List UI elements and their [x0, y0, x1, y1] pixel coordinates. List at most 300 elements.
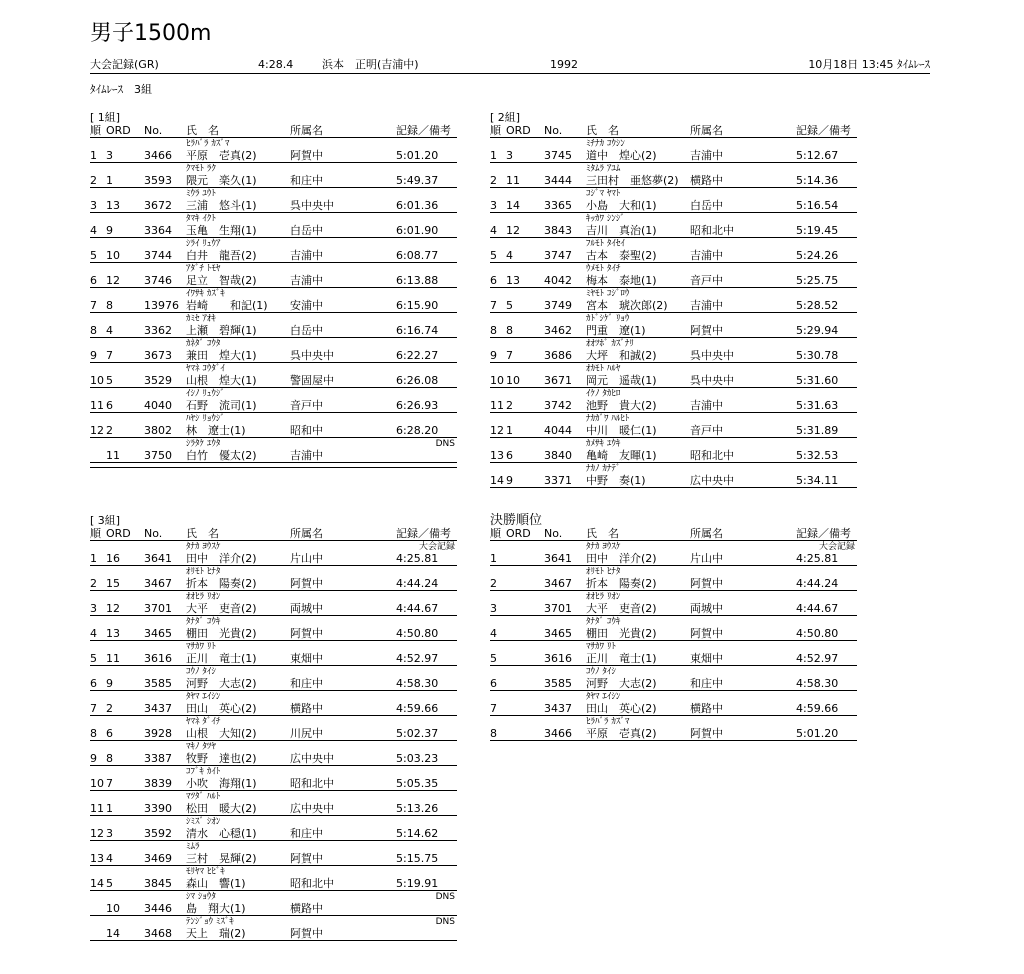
rank-cell: 10 — [490, 374, 504, 387]
record-cell: 4:25.81 — [796, 552, 839, 565]
row-main-line — [90, 300, 457, 313]
section-divider — [90, 463, 457, 468]
ord-cell: 11 — [106, 449, 120, 462]
athlete-name-cell: 天上 瑞(2) — [186, 927, 246, 940]
athlete-name-cell: 兼田 煌大(1) — [186, 349, 257, 362]
athlete-name-cell: 三田村 亜悠夢(2) — [586, 174, 679, 187]
row-main-line — [90, 853, 457, 866]
table-row — [490, 238, 857, 263]
ord-cell: 10 — [106, 902, 120, 915]
table-row — [490, 413, 857, 438]
ord-cell: 5 — [506, 299, 513, 312]
athlete-name-cell: 足立 智哉(2) — [186, 274, 257, 287]
athlete-kana: ﾀﾔﾏ ｴｲｼﾝ — [186, 692, 221, 702]
athlete-name-cell: 島 翔大(1) — [186, 902, 246, 915]
team-cell: 阿賀中 — [290, 927, 323, 940]
bib-number-cell: 3802 — [144, 424, 172, 437]
bib-number-cell: 3746 — [144, 274, 172, 287]
ord-cell: 13 — [106, 627, 120, 640]
ord-cell: 11 — [506, 174, 520, 187]
team-cell: 広中央中 — [690, 474, 734, 487]
athlete-kana: ｺｳﾉ ﾀｲｼ — [586, 667, 616, 677]
row-main-line — [90, 450, 457, 463]
table-row — [90, 841, 457, 866]
bib-number-cell: 13976 — [144, 299, 179, 312]
record-cell: 5:19.45 — [796, 224, 839, 237]
table-header — [490, 527, 857, 541]
meet-record-label: 大会記録(GR) — [90, 58, 159, 71]
athlete-kana: ｵｵﾋﾗ ﾘｵﾝ — [186, 592, 221, 602]
table-header — [90, 124, 457, 138]
record-cell: 5:31.60 — [796, 374, 839, 387]
final-title: 決勝順位 — [490, 513, 543, 528]
rank-cell: 10 — [90, 777, 104, 790]
table-header — [90, 527, 457, 541]
row-main-line — [490, 703, 857, 716]
team-cell: 吉浦中 — [690, 399, 723, 412]
athlete-kana: ｶﾈﾀﾞ ｺｳﾀ — [186, 339, 221, 349]
rank-cell: 12 — [90, 424, 104, 437]
row-main-line — [490, 400, 857, 413]
meet-record-holder: 浜本 正明(吉浦中) — [322, 58, 419, 71]
rank-cell: 11 — [90, 802, 104, 815]
heat-title: [ 3組] — [90, 514, 121, 527]
record-cell: 5:24.26 — [796, 249, 839, 262]
athlete-kana: ﾀﾅﾀﾞ ｺｳｷ — [586, 617, 621, 627]
record-cell: 5:30.78 — [796, 349, 839, 362]
table-row — [90, 691, 457, 716]
athlete-name-cell: 宮本 琥次郎(2) — [586, 299, 668, 312]
header-record: 記録／備考 — [396, 124, 451, 137]
table-row — [490, 566, 857, 591]
athlete-name-cell: 山根 大知(2) — [186, 727, 257, 740]
bib-number-cell: 3840 — [544, 449, 572, 462]
rank-cell: 13 — [490, 449, 504, 462]
bib-number-cell: 3845 — [144, 877, 172, 890]
athlete-name-cell: 小島 大和(1) — [586, 199, 657, 212]
record-cell: 5:16.54 — [796, 199, 839, 212]
heat-3-section — [90, 514, 457, 941]
athlete-kana: ｼﾐｽﾞ ｼｵﾝ — [186, 817, 221, 827]
team-cell: 呉中央中 — [290, 349, 334, 362]
bib-number-cell: 3641 — [144, 552, 172, 565]
header-name: 氏 名 — [586, 124, 619, 137]
athlete-kana: ｶﾐｾ ｱｵｷ — [186, 314, 216, 324]
bib-number-cell: 3701 — [544, 602, 572, 615]
athlete-name-cell: 松田 暖大(2) — [186, 802, 257, 815]
athlete-name-cell: 上瀬 碧輝(1) — [186, 324, 257, 337]
rank-cell: 4 — [490, 627, 497, 640]
rank-cell: 5 — [490, 652, 497, 665]
bib-number-cell: 3444 — [544, 174, 572, 187]
header-record: 記録／備考 — [796, 124, 851, 137]
athlete-name-cell: 梅本 泰地(1) — [586, 274, 657, 287]
athlete-name-cell: 中川 暖仁(1) — [586, 424, 657, 437]
bib-number-cell: 3671 — [544, 374, 572, 387]
bib-number-cell: 3466 — [144, 149, 172, 162]
row-main-line — [490, 450, 857, 463]
ord-cell: 3 — [506, 149, 513, 162]
athlete-kana: ｺｼﾞﾏ ﾔﾏﾄ — [586, 189, 621, 199]
row-main-line — [90, 578, 457, 591]
row-main-line — [490, 475, 857, 488]
team-cell: 阿賀中 — [690, 627, 723, 640]
ord-cell: 3 — [106, 149, 113, 162]
team-cell: 片山中 — [690, 552, 723, 565]
row-main-line — [90, 603, 457, 616]
athlete-name-cell: 吉川 真治(1) — [586, 224, 657, 237]
rank-cell: 7 — [90, 702, 97, 715]
record-cell: 5:14.62 — [396, 827, 439, 840]
rank-cell: 5 — [490, 249, 497, 262]
table-row — [90, 188, 457, 213]
ord-cell: 6 — [506, 449, 513, 462]
athlete-kana: ﾔﾏﾈ ﾀﾞｲﾁ — [186, 717, 221, 727]
athlete-kana: ﾊﾔｼ ﾘｮｳｼﾞ — [186, 414, 225, 424]
athlete-name-cell: 平原 壱真(2) — [586, 727, 657, 740]
athlete-name-cell: 清水 心穏(1) — [186, 827, 257, 840]
bib-number-cell: 3468 — [144, 927, 172, 940]
row-main-line — [90, 728, 457, 741]
row-main-line — [490, 150, 857, 163]
athlete-name-cell: 池野 貴大(2) — [586, 399, 657, 412]
rank-cell: 7 — [490, 702, 497, 715]
record-cell: 5:01.20 — [796, 727, 839, 740]
record-cell: 4:58.30 — [796, 677, 839, 690]
table-row — [90, 138, 457, 163]
meet-record-line — [90, 57, 930, 74]
rank-cell: 5 — [90, 249, 97, 262]
athlete-kana: ｺﾌﾞｷ ｶｲﾄ — [186, 767, 221, 777]
team-cell: 阿賀中 — [290, 852, 323, 865]
athlete-name-cell: 河野 大志(2) — [586, 677, 657, 690]
rank-cell: 3 — [490, 199, 497, 212]
record-cell: 4:44.67 — [796, 602, 839, 615]
header-ord: ORD — [106, 527, 131, 540]
table-row — [90, 213, 457, 238]
row-main-line — [490, 225, 857, 238]
athlete-kana: ｵｵﾋﾗ ﾘｵﾝ — [586, 592, 621, 602]
row-main-line — [90, 803, 457, 816]
bib-number-cell: 3390 — [144, 802, 172, 815]
ord-cell: 1 — [506, 424, 513, 437]
athlete-name-cell: 棚田 光貴(2) — [186, 627, 257, 640]
record-cell: 5:15.75 — [396, 852, 439, 865]
team-cell: 東畑中 — [290, 652, 323, 665]
row-main-line — [90, 928, 457, 941]
row-main-line — [90, 653, 457, 666]
row-main-line — [490, 300, 857, 313]
athlete-kana: ｷｯｶﾜ ｼﾝｼﾞ — [586, 214, 625, 224]
team-cell: 昭和北中 — [690, 449, 734, 462]
athlete-name-cell: 門重 遼(1) — [586, 324, 646, 337]
table-row — [90, 716, 457, 741]
athlete-name-cell: 田中 洋介(2) — [586, 552, 657, 565]
table-row — [90, 666, 457, 691]
athlete-kana: ｸﾏﾓﾄ ﾗｸ — [186, 164, 216, 174]
bib-number-cell: 3465 — [144, 627, 172, 640]
record-cell: 5:13.26 — [396, 802, 439, 815]
ord-cell: 13 — [506, 274, 520, 287]
ord-cell: 7 — [106, 777, 113, 790]
team-cell: 阿賀中 — [690, 727, 723, 740]
rank-cell: 6 — [90, 274, 97, 287]
record-cell: 5:05.35 — [396, 777, 439, 790]
header-team: 所属名 — [290, 124, 323, 137]
row-main-line — [490, 728, 857, 741]
athlete-kana: ﾓﾘﾔﾏ ﾋﾋﾞｷ — [186, 867, 225, 877]
rank-cell: 4 — [490, 224, 497, 237]
bib-number-cell: 3585 — [544, 677, 572, 690]
bib-number-cell: 3437 — [144, 702, 172, 715]
athlete-kana: ｶﾒｻｷ ﾕｳｷ — [586, 439, 621, 449]
header-no: No. — [144, 124, 163, 137]
athlete-kana: ﾏｷﾉ ﾀﾂﾔ — [186, 742, 216, 752]
row-main-line — [490, 275, 857, 288]
ord-cell: 6 — [106, 727, 113, 740]
row-main-line — [90, 678, 457, 691]
bib-number-cell: 3745 — [544, 149, 572, 162]
ord-cell: 2 — [106, 702, 113, 715]
ord-cell: 6 — [106, 399, 113, 412]
ord-cell: 16 — [106, 552, 120, 565]
team-cell: 白岳中 — [690, 199, 723, 212]
athlete-name-cell: 亀崎 友暉(1) — [586, 449, 657, 462]
header-team: 所属名 — [290, 527, 323, 540]
bib-number-cell: 4040 — [144, 399, 172, 412]
row-main-line — [90, 375, 457, 388]
athlete-kana: ﾀﾅﾀﾞ ｺｳｷ — [186, 617, 221, 627]
athlete-name-cell: 大坪 和誠(2) — [586, 349, 657, 362]
row-main-line — [490, 175, 857, 188]
team-cell: 警固屋中 — [290, 374, 334, 387]
ord-cell: 4 — [106, 852, 113, 865]
bib-number-cell: 3616 — [144, 652, 172, 665]
rank-cell: 12 — [490, 424, 504, 437]
rank-cell: 2 — [490, 577, 497, 590]
bib-number-cell: 4042 — [544, 274, 572, 287]
athlete-kana: ﾃﾝｼﾞｮｳ ﾐｽﾞｷ — [186, 917, 234, 927]
bib-number-cell: 3747 — [544, 249, 572, 262]
table-row — [90, 413, 457, 438]
row-main-line — [490, 375, 857, 388]
athlete-name-cell: 石野 流司(1) — [186, 399, 257, 412]
record-cell: 6:28.20 — [396, 424, 439, 437]
rank-cell: 3 — [90, 602, 97, 615]
rank-cell: 3 — [90, 199, 97, 212]
athlete-kana: ｼﾏ ｼｮｳﾀ — [186, 892, 216, 902]
team-cell: 吉浦中 — [290, 449, 323, 462]
team-cell: 和庄中 — [690, 677, 723, 690]
ord-cell: 2 — [506, 399, 513, 412]
row-main-line — [490, 425, 857, 438]
bib-number-cell: 3529 — [144, 374, 172, 387]
rank-cell: 1 — [90, 149, 97, 162]
rank-cell: 1 — [490, 552, 497, 565]
rank-cell: 12 — [90, 827, 104, 840]
ord-cell: 7 — [506, 349, 513, 362]
record-cell: 4:52.97 — [796, 652, 839, 665]
row-main-line — [90, 703, 457, 716]
ord-cell: 9 — [106, 677, 113, 690]
rank-cell: 5 — [90, 652, 97, 665]
bib-number-cell: 3750 — [144, 449, 172, 462]
header-name: 氏 名 — [186, 527, 219, 540]
team-cell: 昭和中 — [290, 424, 323, 437]
table-row — [90, 438, 457, 463]
bib-number-cell: 3469 — [144, 852, 172, 865]
record-cell: 5:31.63 — [796, 399, 839, 412]
team-cell: 音戸中 — [290, 399, 323, 412]
bib-number-cell: 3616 — [544, 652, 572, 665]
record-cell: 5:12.67 — [796, 149, 839, 162]
team-cell: 阿賀中 — [690, 577, 723, 590]
athlete-name-cell: 牧野 達也(2) — [186, 752, 257, 765]
athlete-name-cell: 林 遼士(1) — [186, 424, 246, 437]
ord-cell: 14 — [506, 199, 520, 212]
record-cell: 5:01.20 — [396, 149, 439, 162]
bib-number-cell: 3686 — [544, 349, 572, 362]
bib-number-cell: 3749 — [544, 299, 572, 312]
table-row — [490, 188, 857, 213]
athlete-name-cell: 白竹 優太(2) — [186, 449, 257, 462]
team-cell: 吉浦中 — [690, 299, 723, 312]
athlete-kana: ｵﾘﾓﾄ ﾋﾅﾀ — [586, 567, 621, 577]
record-cell: 5:32.53 — [796, 449, 839, 462]
bib-number-cell: 3446 — [144, 902, 172, 915]
bib-number-cell: 3467 — [544, 577, 572, 590]
header-ord: ORD — [506, 527, 531, 540]
athlete-name-cell: 道中 煌心(2) — [586, 149, 657, 162]
table-row — [90, 313, 457, 338]
bib-number-cell: 3465 — [544, 627, 572, 640]
ord-cell: 1 — [106, 802, 113, 815]
row-main-line — [490, 350, 857, 363]
rank-cell: 2 — [90, 577, 97, 590]
header-ord: ORD — [506, 124, 531, 137]
bib-number-cell: 3362 — [144, 324, 172, 337]
team-cell: 呉中央中 — [290, 199, 334, 212]
record-cell: 5:25.75 — [796, 274, 839, 287]
meet-record-year: 1992 — [550, 58, 578, 71]
team-cell: 昭和北中 — [290, 777, 334, 790]
header-rank: 順 — [490, 527, 501, 540]
athlete-name-cell: 田山 英心(2) — [186, 702, 257, 715]
athlete-name-cell: 田中 洋介(2) — [186, 552, 257, 565]
row-main-line — [90, 400, 457, 413]
athlete-kana: ﾔﾏﾈ ｺｳﾀﾞｲ — [186, 364, 225, 374]
team-cell: 両城中 — [290, 602, 323, 615]
record-cell: 4:50.80 — [396, 627, 439, 640]
bib-number-cell: 3593 — [144, 174, 172, 187]
row-main-line — [90, 878, 457, 891]
final-ranking-section — [490, 514, 857, 741]
team-cell: 吉浦中 — [290, 249, 323, 262]
bib-number-cell: 3701 — [144, 602, 172, 615]
bib-number-cell: 3466 — [544, 727, 572, 740]
bib-number-cell: 3585 — [144, 677, 172, 690]
table-row — [490, 438, 857, 463]
ord-cell: 8 — [506, 324, 513, 337]
ord-cell: 10 — [106, 249, 120, 262]
record-cell: 5:34.11 — [796, 474, 839, 487]
bib-number-cell: 3371 — [544, 474, 572, 487]
ord-cell: 1 — [106, 174, 113, 187]
ord-cell: 3 — [106, 827, 113, 840]
row-main-line — [490, 653, 857, 666]
rank-cell: 4 — [90, 224, 97, 237]
rank-cell: 2 — [90, 174, 97, 187]
table-header — [490, 124, 857, 138]
athlete-name-cell: 小吹 海翔(1) — [186, 777, 257, 790]
header-rank: 順 — [90, 124, 101, 137]
record-note: DNS — [435, 917, 455, 927]
team-cell: 両城中 — [690, 602, 723, 615]
record-cell: 5:31.89 — [796, 424, 839, 437]
record-cell: 4:44.24 — [396, 577, 439, 590]
rank-cell: 9 — [90, 752, 97, 765]
header-team: 所属名 — [690, 124, 723, 137]
ord-cell: 5 — [106, 877, 113, 890]
athlete-kana: ﾐﾑﾗ — [186, 842, 200, 852]
bib-number-cell: 3387 — [144, 752, 172, 765]
athlete-name-cell: 山根 煌大(1) — [186, 374, 257, 387]
team-cell: 東畑中 — [690, 652, 723, 665]
heat-2-section — [490, 111, 857, 488]
team-cell: 吉浦中 — [690, 149, 723, 162]
table-row — [90, 238, 457, 263]
table-row — [90, 916, 457, 941]
athlete-kana: ｳﾒﾓﾄ ﾀｲﾁ — [586, 264, 621, 274]
ord-cell: 14 — [106, 927, 120, 940]
rank-cell: 8 — [90, 324, 97, 337]
athlete-name-cell: 平原 壱真(2) — [186, 149, 257, 162]
rank-cell: 8 — [490, 324, 497, 337]
record-cell: 6:16.74 — [396, 324, 439, 337]
header-record: 記録／備考 — [796, 527, 851, 540]
athlete-name-cell: 折本 陽奏(2) — [586, 577, 657, 590]
athlete-kana: ﾅｶﾉ ｶﾅﾃﾞ — [586, 464, 621, 474]
record-cell: 6:13.88 — [396, 274, 439, 287]
team-cell: 横路中 — [290, 702, 323, 715]
athlete-name-cell: 田山 英心(2) — [586, 702, 657, 715]
race-type: ﾀｲﾑﾚｰｽ 3組 — [90, 83, 152, 96]
header-team: 所属名 — [690, 527, 723, 540]
record-cell: 4:25.81 — [396, 552, 439, 565]
record-cell: 5:19.91 — [396, 877, 439, 890]
row-main-line — [90, 628, 457, 641]
table-row — [490, 641, 857, 666]
table-row — [90, 616, 457, 641]
team-cell: 横路中 — [690, 174, 723, 187]
table-row — [490, 541, 857, 566]
row-main-line — [90, 753, 457, 766]
record-cell: 4:58.30 — [396, 677, 439, 690]
bib-number-cell: 3437 — [544, 702, 572, 715]
athlete-kana: ﾏﾂﾀﾞ ﾊﾙﾄ — [186, 792, 221, 802]
record-cell: 5:02.37 — [396, 727, 439, 740]
record-cell: 4:44.24 — [796, 577, 839, 590]
athlete-name-cell: 河野 大志(2) — [186, 677, 257, 690]
table-row — [90, 541, 457, 566]
heat-1-section — [90, 111, 457, 468]
team-cell: 広中央中 — [290, 802, 334, 815]
bib-number-cell: 3467 — [144, 577, 172, 590]
rank-cell: 11 — [490, 399, 504, 412]
header-record: 記録／備考 — [396, 527, 451, 540]
rank-cell: 9 — [490, 349, 497, 362]
team-cell: 広中央中 — [290, 752, 334, 765]
